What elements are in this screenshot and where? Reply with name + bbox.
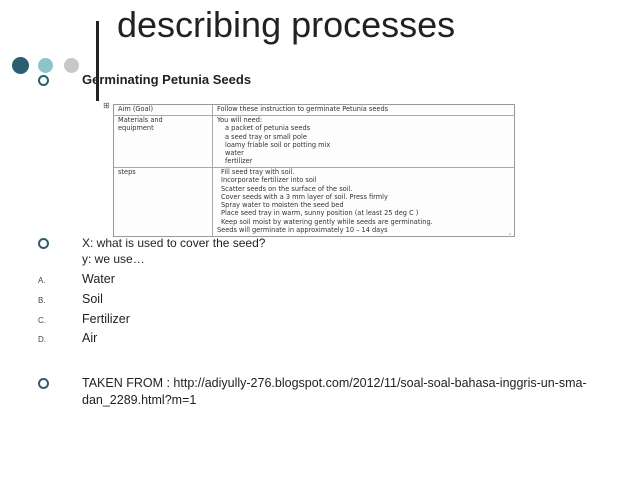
option-c-letter: C. [38,316,46,325]
table-cell: equipment [118,124,154,133]
table-cell: Follow these instruction to germinate Petunia seeds [217,105,389,113]
table-cell: steps [118,168,136,176]
title-divider [96,21,99,101]
slide-subtitle: Germinating Petunia Seeds [82,72,252,87]
table-cell: Place seed tray in warm, sunny position (at least 25 deg C ) [221,209,419,218]
table-cell: Spray water to moisten the seed bed [221,201,344,210]
table-cell: Cover seeds with a 3 mm layer of soil. Press firmly [221,192,388,201]
table-cell: Seeds will germinate in approximately 10 – 14 days [217,226,388,235]
source-citation: TAKEN FROM : http://adiyully-276.blogspot.com/2012/11/soal-soal-bahasa-inggris-un-sma-dan_2289.html?m=1 [82,376,587,407]
option-a-text: Water [82,272,115,286]
decor-dot-dark [12,57,29,74]
table-cell: Materials and [118,116,163,124]
bullet-icon [38,238,49,249]
option-c-text: Fertilizer [82,312,130,326]
bullet-icon [38,378,49,389]
option-d-text: Air [82,331,98,345]
question-line-1: X: what is used to cover the seed? [82,236,266,250]
decor-dot-gray [64,58,79,73]
option-a-letter: A. [38,276,46,285]
table-cell: fertilizer [225,157,253,166]
table-row-header [114,105,514,116]
table-resize-icon: ▫ [509,232,512,238]
table-cell: Scatter seeds on the surface of the soil. [221,184,353,193]
table-cell: loamy friable soil or potting mix [225,140,331,149]
table-cell: a seed tray or small pole [225,132,307,141]
table-cell: water [225,149,244,158]
table-cell: Fill seed tray with soil. [221,168,295,176]
table-cell: Keep soil moist by watering gently while seeds are germinating. [221,217,433,226]
bullet-icon [38,75,49,86]
question-line-2: y: we use… [82,252,145,266]
decor-dot-light [38,58,53,73]
table-row-materials [114,116,514,168]
table-row-steps [114,168,514,235]
table-cell: Incorporate fertilizer into soil [221,176,317,185]
option-d-letter: D. [38,335,46,344]
slide-title: describing processes [117,4,456,45]
table-cell: You will need: [217,116,263,124]
table-cell: Aim (Goal) [118,105,154,113]
option-b-letter: B. [38,296,46,305]
instructions-table [113,104,515,237]
table-cell: a packet of petunia seeds [225,124,311,133]
table-icon: ⊞ [103,101,110,110]
option-b-text: Soil [82,292,103,306]
